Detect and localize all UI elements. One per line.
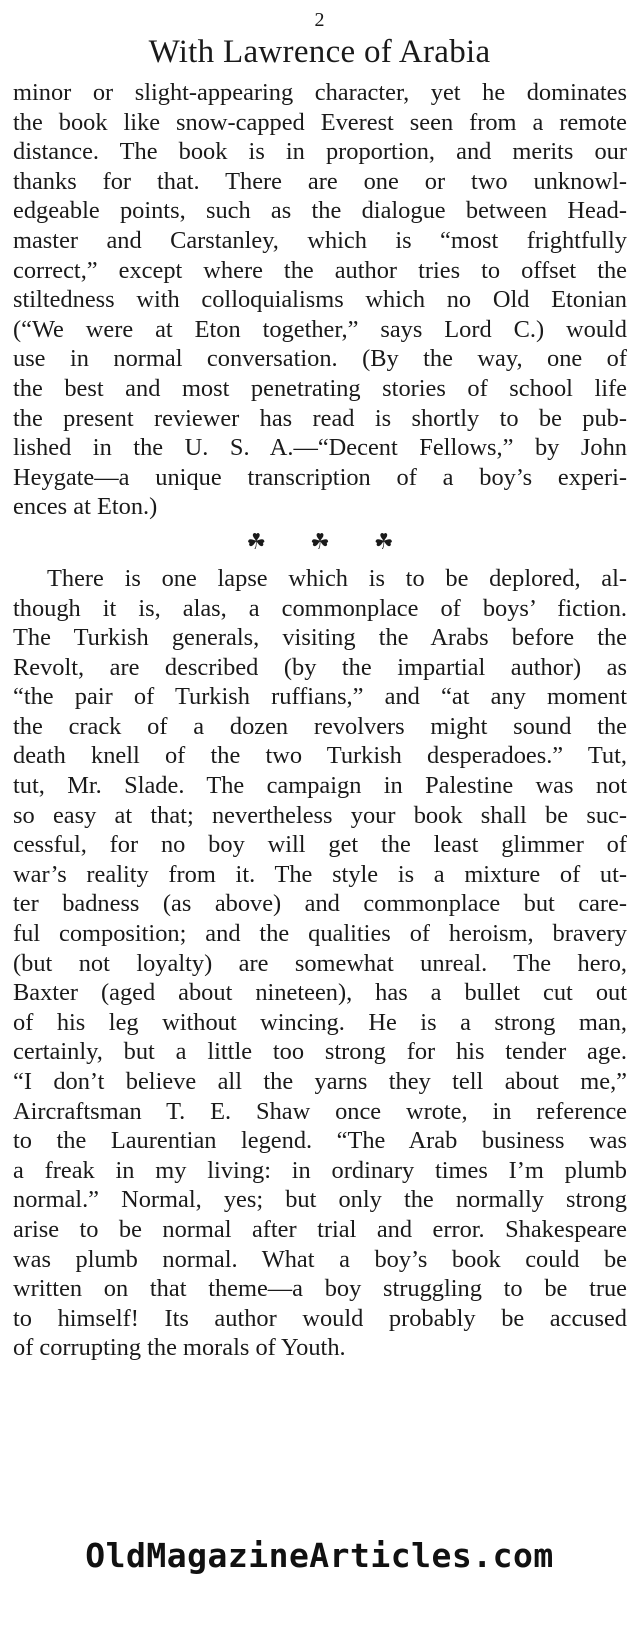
text-line: to the Laurentian legend. “The Arab business was (13, 1127, 627, 1155)
text-line: of corrupting the morals of Youth. (13, 1334, 346, 1362)
text-line: ful composition; and the qualities of heroism, bravery (13, 920, 627, 948)
text-line: “I don’t believe all the yarns they tell about me,” (13, 1068, 627, 1095)
text-line: Baxter (aged about nineteen), has a bullet cut out (13, 979, 627, 1007)
text-line: cessful, for no boy will get the least glimmer of (13, 831, 627, 859)
text-line: to himself! Its author would probably be accused (13, 1304, 627, 1332)
text-line: tut, Mr. Slade. The campaign in Palestine was not (13, 772, 627, 800)
text-line: the crack of a dozen revolvers might sound the (13, 712, 627, 740)
text-line: Aircraftsman T. E. Shaw once wrote, in reference (13, 1097, 627, 1125)
text-line: though it is, alas, a commonplace of boys’ fiction. (13, 594, 627, 622)
text-line: written on that theme—a boy struggling to be true (13, 1275, 627, 1303)
text-line: lished in the U. S. A.—“Decent Fellows,” by John (13, 434, 627, 462)
text-line: distance. The book is in proportion, and merits our (13, 138, 627, 166)
text-line: Heygate—a unique transcription of a boy’s experi- (13, 463, 627, 491)
text-line: master and Carstanley, which is “most frightfully (13, 226, 627, 254)
text-line: so easy at that; nevertheless your book shall be suc- (13, 801, 627, 829)
text-line: normal.” Normal, yes; but only the normally strong (13, 1186, 627, 1214)
text-line: the best and most penetrating stories of school life (13, 374, 627, 402)
text-line: war’s reality from it. The style is a mixture of ut- (13, 860, 627, 888)
text-line: of his leg without wincing. He is a strong man, (13, 1008, 627, 1036)
text-line: certainly, but a little too strong for his tender age. (13, 1038, 627, 1066)
text-line: a freak in my living: in ordinary times I’m plumb (13, 1156, 627, 1184)
text-line: arise to be normal after trial and error. Shakespeare (13, 1215, 627, 1243)
paragraph-1 (13, 78, 627, 522)
article-body (13, 78, 627, 1363)
paragraph-2 (13, 564, 627, 1363)
text-line: death knell of the two Turkish desperadoes.” Tut, (13, 742, 627, 770)
text-line: There is one lapse which is to be deplored, al- (47, 564, 627, 592)
text-line: (“We were at Eton together,” says Lord C.) would (13, 315, 627, 343)
text-line: Revolt, are described (by the impartial author) as (13, 653, 627, 681)
text-line: use in normal conversation. (By the way, one of (13, 345, 627, 373)
text-line: the present reviewer has read is shortly to be pub- (13, 404, 627, 432)
text-line: thanks for that. There are one or two unknowl- (13, 167, 627, 195)
text-line: minor or slight-appearing character, yet he dominates (13, 79, 627, 106)
clover-ornament-icon: ☘ (246, 528, 267, 554)
text-line: correct,” except where the author tries to offset the (13, 256, 627, 284)
text-line: the book like snow-capped Everest seen from a remote (13, 108, 627, 136)
text-line: ter badness (as above) and commonplace but care- (13, 890, 627, 918)
page-number: 2 (314, 9, 325, 31)
text-line: ences at Eton.) (13, 493, 158, 521)
text-line: stiltedness with colloquialisms which no Old Etonian (13, 286, 627, 314)
clover-ornament-icon: ☘ (373, 528, 394, 554)
text-line: (but not loyalty) are somewhat unreal. The hero, (13, 949, 627, 977)
clover-ornament-icon: ☘ (310, 528, 330, 554)
text-line: The Turkish generals, visiting the Arabs before the (13, 624, 627, 652)
section-ornament (13, 524, 627, 560)
site-watermark: OldMagazineArticles.com (85, 1536, 554, 1575)
text-line: “the pair of Turkish ruffians,” and “at any moment (13, 683, 627, 711)
text-line: was plumb normal. What a boy’s book could be (13, 1245, 627, 1273)
text-line: edgeable points, such as the dialogue between Head- (13, 197, 627, 225)
page-title: With Lawrence of Arabia (148, 34, 491, 70)
